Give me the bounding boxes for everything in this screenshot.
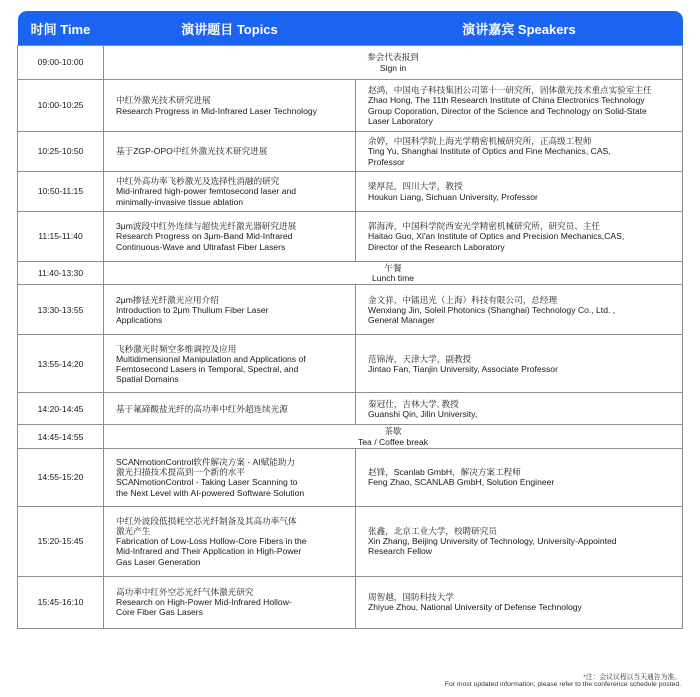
speaker-line: Zhiyue Zhou, National University of Defense Technology: [368, 602, 582, 613]
topic-line: 2μm掺铥光纤激光应用介绍: [116, 294, 219, 305]
break-cell: [104, 46, 683, 80]
agenda-row: [18, 576, 683, 628]
topic-line: Research Progress in Mid-Infrared Laser Technology: [116, 105, 317, 116]
speaker-line: Research Fellow: [368, 546, 432, 557]
agenda-body: [18, 46, 683, 629]
speaker-line: Haitao Guo, Xi'an Institute of Optics and Precision Mechanics,CAS,: [368, 231, 625, 242]
time-cell: 15:45-16:10: [18, 576, 104, 628]
footnote-en: For most updated information, please refer to the conference schedule posted.: [444, 681, 681, 688]
speaker-line: Laser Laboratory: [368, 115, 433, 126]
topic-line: 激光产生: [116, 526, 151, 536]
topic-line: Applications: [116, 315, 163, 325]
speaker-line: 范锦涛，天津大学，副教授: [368, 353, 472, 364]
speaker-line: 赵鸿，中国电子科技集团公司第十一研究所，固体激光技术重点实验室主任: [368, 85, 652, 96]
topic-cell: [104, 212, 356, 262]
time-cell: 15:20-15:45: [18, 506, 104, 576]
speaker-line: Houkun Liang, Sichuan University, Professor: [368, 191, 538, 202]
topic-line: Continuous-Wave and Ultrafast Fiber Lasers: [116, 241, 286, 252]
speaker-cell: [356, 285, 683, 335]
topic-line: Gas Laser Generation: [116, 556, 201, 567]
topic-cell: [104, 172, 356, 212]
agenda-row: [18, 448, 683, 506]
topic-line: 中红外波段低损耗空芯光纤制备及其高功率气体: [116, 515, 297, 526]
speaker-line: Ting Yu, Shanghai Institute of Optics and Fine Mechanics, CAS,: [368, 146, 611, 157]
speaker-line: 张鑫，北京工业大学，校聘研究员: [368, 526, 497, 536]
topic-line: 3μm波段中红外连续与超快光纤激光器研究进展: [116, 221, 297, 232]
header-speakers: 演讲嘉宾 Speakers: [356, 11, 683, 46]
time-cell: 11:40-13:30: [18, 262, 104, 285]
speaker-line: Jintao Fan, Tianjin University, Associate Professor: [368, 363, 558, 374]
topic-line: Mid-Infrared and Their Application in High-Power: [116, 546, 302, 557]
speaker-line: Feng Zhao, SCANLAB GmbH, Solution Engineer: [368, 477, 555, 488]
topic-line: Introduction to 2μm Thulium Fiber Laser: [116, 304, 269, 315]
topic-line: 高功率中红外空芯光纤气体激光研究: [116, 587, 254, 597]
topic-line: Core Fiber Gas Lasers: [116, 607, 203, 618]
agenda-table: [17, 11, 683, 629]
topic-line: 基于氟碲酸盐光纤的高功率中红外超连续光源: [116, 403, 288, 414]
speaker-line: 赵锋，Scanlab GmbH，解决方案工程师: [368, 467, 521, 478]
topic-cell: [104, 80, 356, 132]
header-time: 时间 Time: [18, 11, 104, 46]
speaker-line: Guanshi Qin, Jilin University,: [368, 408, 478, 419]
topic-cell: [104, 335, 356, 393]
agenda-row: [18, 285, 683, 335]
topic-line: SCANmotionControl软件解决方案 - AI赋能助力: [116, 456, 296, 467]
time-cell: 13:30-13:55: [18, 285, 104, 335]
speaker-line: 金文祥，中镭迅光（上海）科技有限公司，总经理: [368, 294, 558, 305]
topic-line: Research on High-Power Mid-Infrared Hollow-: [116, 597, 292, 608]
speaker-line: General Manager: [368, 315, 435, 325]
break-cell: [104, 425, 683, 448]
time-cell: 13:55-14:20: [18, 335, 104, 393]
topic-line: 基于ZGP-OPO中红外激光技术研究进展: [116, 146, 268, 157]
speaker-line: Xin Zhang, Beijing University of Technology, University-Appointed: [368, 536, 617, 547]
speaker-cell: [356, 576, 683, 628]
speaker-line: 余婷，中国科学院上海光学精密机械研究所，正高级工程师: [368, 136, 592, 147]
agenda-row: [18, 393, 683, 425]
speaker-line: Director of the Research Laboratory: [368, 241, 505, 252]
break-line: Tea / Coffee break: [357, 436, 429, 447]
topic-line: Fabrication of Low-Loss Hollow-Core Fibers in the: [116, 536, 307, 547]
speaker-line: 梁厚昆，四川大学，教授: [368, 181, 463, 192]
speaker-cell: [356, 335, 683, 393]
agenda-row: [18, 132, 683, 172]
speaker-cell: [356, 506, 683, 576]
break-line: 参会代表报到: [367, 52, 419, 63]
topic-line: the Next Level with AI-powered Software Solution: [116, 487, 305, 498]
speaker-cell: [356, 212, 683, 262]
topic-cell: [104, 393, 356, 425]
agenda-row: [18, 172, 683, 212]
topic-line: minimally-invasive tissue ablation: [116, 196, 244, 207]
topic-line: Mid-infrared high-power femtosecond laser and: [116, 186, 297, 197]
topic-line: Research Progress on 3μm-Band Mid-Infrared: [116, 231, 293, 242]
agenda-row: [18, 425, 683, 448]
speaker-cell: [356, 448, 683, 506]
speaker-line: 周智越，国防科技大学: [368, 592, 454, 603]
time-cell: 11:15-11:40: [18, 212, 104, 262]
agenda-row: [18, 506, 683, 576]
topic-line: Multidimensional Manipulation and Applications of: [116, 353, 306, 364]
time-cell: 14:55-15:20: [18, 448, 104, 506]
time-cell: 14:20-14:45: [18, 393, 104, 425]
topic-cell: [104, 285, 356, 335]
topic-line: 中红外高功率飞秒激光及选择性消融的研究: [116, 176, 280, 187]
agenda-row: [18, 335, 683, 393]
topic-cell: [104, 576, 356, 628]
header-row: [18, 11, 683, 46]
agenda-row: [18, 262, 683, 285]
topic-cell: [104, 448, 356, 506]
speaker-line: 秦冠仕，吉林大学, 教授: [368, 398, 459, 409]
topic-line: 飞秒激光时频空多维调控及应用: [116, 343, 237, 354]
speaker-line: Wenxiang Jin, Soleil Photonics (Shanghai) Technology Co., Ltd. ,: [368, 304, 616, 315]
speaker-line: 郭海涛，中国科学院西安光学精密机械研究所，研究员、主任: [368, 221, 601, 232]
footnote-cn: *注：会议议程以当天通告为准。: [583, 674, 681, 681]
speaker-cell: [356, 172, 683, 212]
speaker-line: Zhao Hong, The 11th Research Institute of China Electronics Technology: [368, 95, 645, 106]
topic-line: Femtosecond Lasers in Temporal, Spectral, and: [116, 363, 299, 374]
time-cell: 09:00-10:00: [18, 46, 104, 80]
topic-line: 中红外激光技术研究进展: [116, 95, 211, 106]
time-cell: 14:45-14:55: [18, 425, 104, 448]
time-cell: 10:50-11:15: [18, 172, 104, 212]
speaker-line: Professor: [368, 156, 405, 167]
topic-line: 激光扫描技术提高到一个新的水平: [116, 467, 245, 478]
agenda-row: [18, 212, 683, 262]
break-line: Lunch time: [371, 273, 415, 284]
time-cell: 10:25-10:50: [18, 132, 104, 172]
speaker-cell: [356, 80, 683, 132]
agenda-row: [18, 46, 683, 80]
header-topics: 演讲题目 Topics: [104, 11, 356, 46]
break-line: Sign in: [379, 62, 407, 73]
topic-cell: [104, 506, 356, 576]
speaker-line: Group Coporation, Director of the Science and Technology on Solid-State: [368, 105, 647, 116]
speaker-cell: [356, 132, 683, 172]
agenda-row: [18, 80, 683, 132]
speaker-cell: [356, 393, 683, 425]
topic-cell: [104, 132, 356, 172]
topic-line: Spatial Domains: [116, 374, 179, 385]
topic-line: SCANmotionControl - Taking Laser Scanning to: [116, 477, 298, 488]
time-cell: 10:00-10:25: [18, 80, 104, 132]
break-line: 茶歇: [384, 426, 402, 437]
break-cell: [104, 262, 683, 285]
break-line: 午餐: [384, 263, 402, 273]
